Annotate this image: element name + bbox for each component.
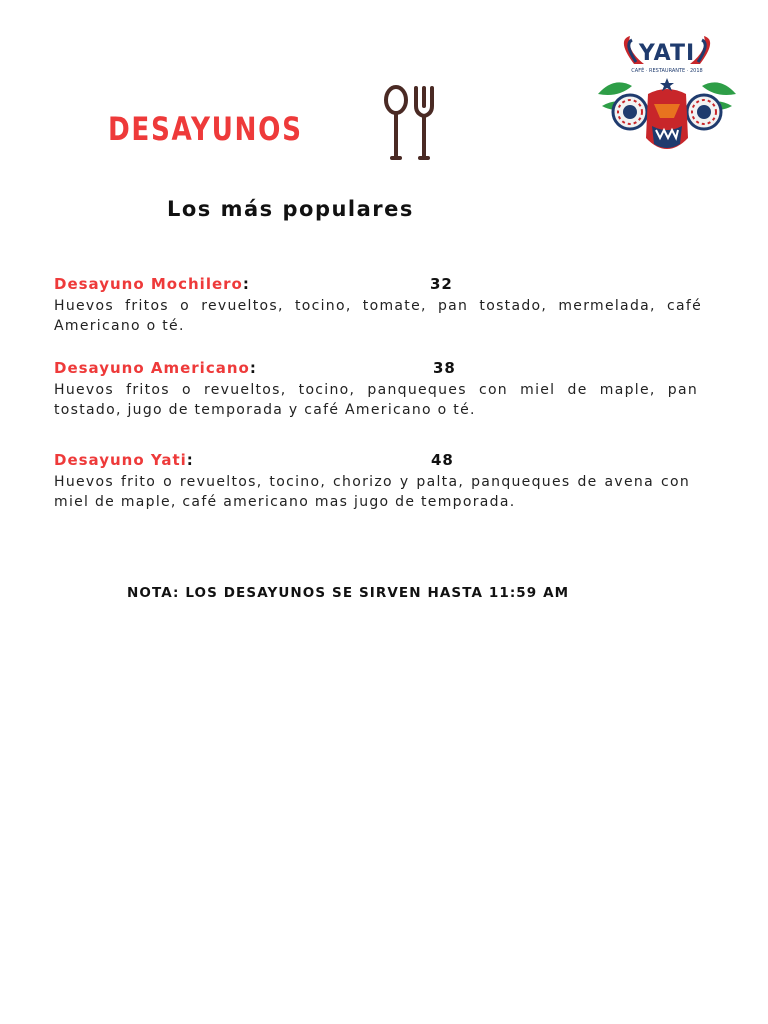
footer-note: NOTA: LOS DESAYUNOS SE SIRVEN HASTA 11:59 AM <box>127 585 570 601</box>
menu-item <box>54 451 690 512</box>
logo-text: YATI <box>638 41 696 66</box>
item-price: 38 <box>433 359 456 377</box>
item-description: Huevos fritos o revueltos, tocino, panqueques con miel de maple, pan tostado, jugo de temporada y café Americano o té. <box>54 382 698 418</box>
page-title: DESAYUNOS <box>108 110 303 148</box>
item-name: Desayuno Americano <box>54 359 250 377</box>
cutlery-icon <box>380 84 440 164</box>
section-title: Los más populares <box>167 197 414 221</box>
item-header <box>54 451 690 473</box>
item-colon: : <box>249 359 257 377</box>
item-price: 32 <box>430 275 453 293</box>
item-colon: : <box>186 451 194 469</box>
item-description: Huevos fritos o revueltos, tocino, tomate, pan tostado, mermelada, café Americano o té. <box>54 298 702 334</box>
item-colon: : <box>242 275 250 293</box>
item-name: Desayuno Yati <box>54 451 187 469</box>
menu-item <box>54 275 702 336</box>
menu-item <box>54 359 698 420</box>
yati-logo <box>596 34 738 160</box>
item-price: 48 <box>431 451 454 469</box>
item-description: Huevos frito o revueltos, tocino, chorizo y palta, panqueques de avena con miel de maple, café americano mas jugo de temporada. <box>54 474 690 510</box>
item-header <box>54 359 698 381</box>
item-name: Desayuno Mochilero <box>54 275 243 293</box>
item-header <box>54 275 702 297</box>
logo-subtext: CAFÉ · RESTAURANTE · 2018 <box>631 68 703 74</box>
